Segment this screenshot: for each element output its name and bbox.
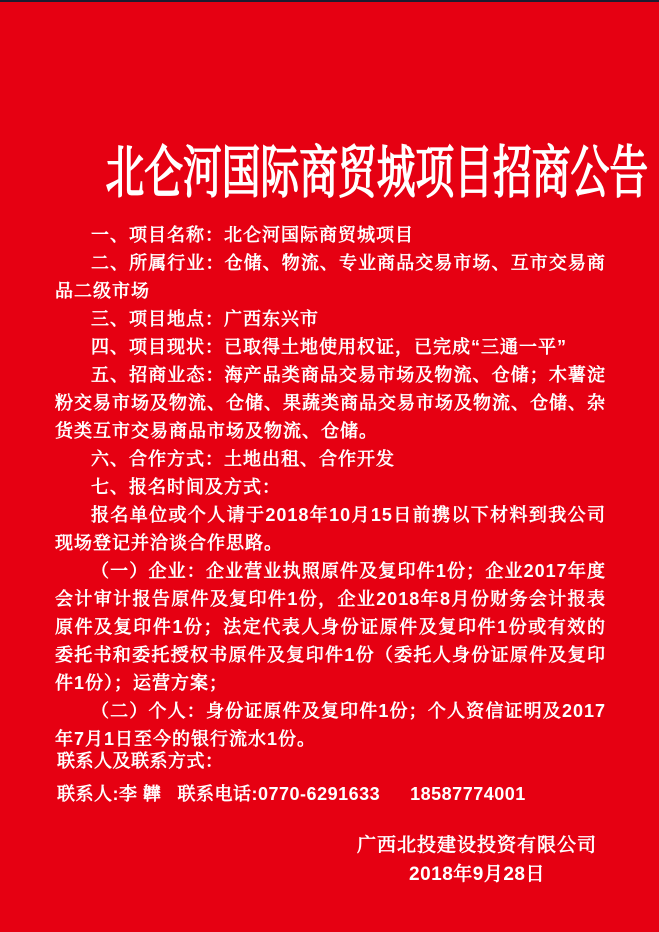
signature-block — [357, 831, 597, 889]
paragraph-project-name: 一、项目名称：北仑河国际商贸城项目 — [91, 225, 414, 245]
paragraph-individual-materials: （二）个人：身份证原件及复印件1份；个人资信证明及2017年7月1日至今的银行流水1份。 — [55, 701, 606, 749]
poster-title: 北仑河国际商贸城项目招商公告 — [105, 142, 649, 206]
contact-heading: 联系人及联系方式： — [57, 751, 224, 771]
contact-section — [57, 745, 526, 811]
contact-detail-line — [57, 778, 526, 811]
paragraph-registration-intro: 报名单位或个人请于2018年10月15日前携以下材料到我公司现场登记并洽谈合作思路。 — [55, 505, 606, 553]
announcement-body — [55, 221, 606, 753]
contact-phone-primary: 0770-6291633 — [258, 784, 381, 804]
contact-person-label: 联系人: — [57, 784, 119, 804]
paragraph-cooperation-mode: 六、合作方式：土地出租、合作开发 — [91, 449, 395, 469]
contact-phone-label: 联系电话: — [177, 784, 259, 804]
paragraph-registration-heading: 七、报名时间及方式： — [91, 477, 281, 497]
contact-phone-mobile: 18587774001 — [410, 784, 526, 804]
paragraph-business-types: 五、招商业态：海产品类商品交易市场及物流、仓储；木薯淀粉交易市场及物流、仓储、果蔬类商品交易市场及物流、仓储、杂货类互市交易商品市场及物流、仓储。 — [55, 365, 606, 441]
top-edge-line — [0, 0, 659, 2]
signature-company-name: 广西北投建设投资有限公司 — [356, 835, 597, 856]
paragraph-industry: 二、所属行业：仓储、物流、专业商品交易市场、互市交易商品二级市场 — [55, 253, 606, 301]
paragraph-location: 三、项目地点：广西东兴市 — [91, 309, 319, 329]
paragraph-enterprise-materials: （一）企业：企业营业执照原件及复印件1份；企业2017年度会计审计报告原件及复印件1份，企业2018年8月份财务会计报表原件及复印件1份；法定代表人身份证原件及复印件1份或有效的委托书和委托授权书原件及复印件1份（委托人身份证原件及复印件1份）；运营方案； — [55, 561, 606, 693]
signature-date: 2018年9月28日 — [409, 864, 545, 885]
paragraph-project-status: 四、项目现状：已取得土地使用权证，已完成“三通一平” — [91, 337, 567, 357]
contact-person-name: 李 韡 — [119, 784, 162, 804]
